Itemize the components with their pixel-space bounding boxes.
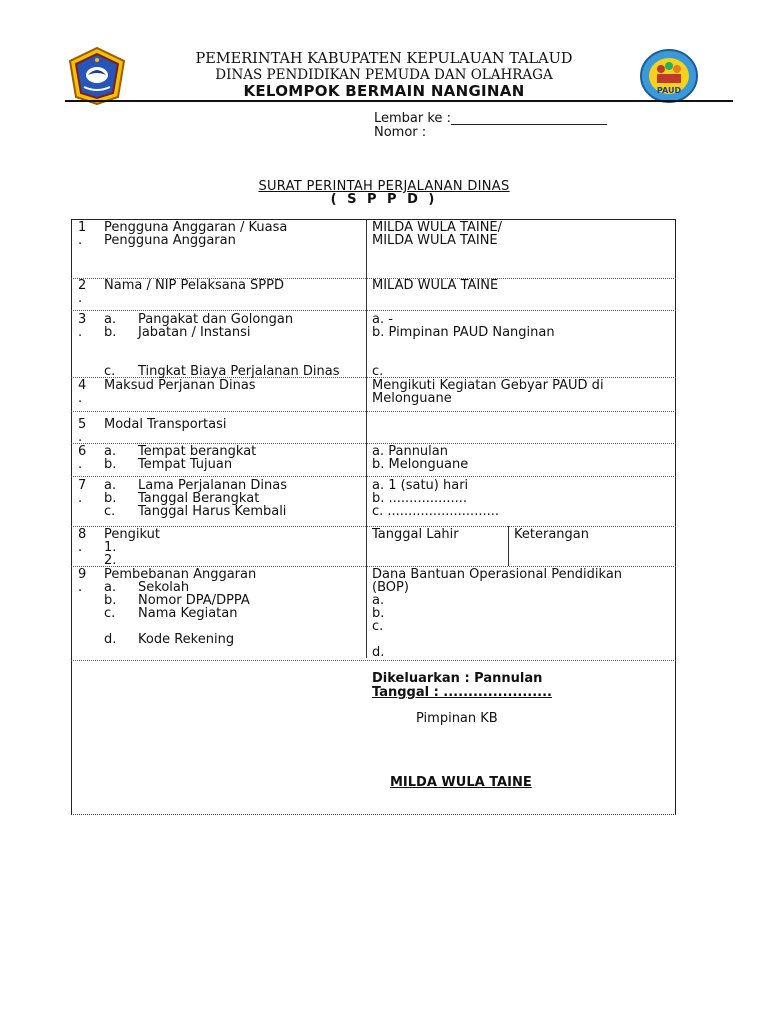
row6b-label: Tempat Tujuan [138,457,233,472]
row9b-value: b. [372,606,385,621]
svg-text:PAUD: PAUD [656,86,682,95]
row-number-dot: . [78,430,83,445]
header-government: PEMERINTAH KABUPATEN KEPULAUAN TALAUD [195,51,573,67]
tanggal-line: Tanggal : ...................... [372,685,552,700]
sub-letter: d. [104,632,117,647]
header-department: DINAS PENDIDIKAN PEMUDA DAN OLAHRAGA [215,67,553,83]
row-number-dot: . [78,391,83,406]
sub-letter: c. [104,606,116,621]
sub-letter: c. [104,504,116,519]
row9c-value: c. [372,619,384,634]
sub-letter: b. [104,491,117,506]
row9b-label: Nomor DPA/DPPA [138,593,250,608]
row1-label-line2: Pengguna Anggaran [104,233,236,248]
pengikut-keterangan-header: Keterangan [514,527,589,542]
row9-value-line2: (BOP) [372,580,409,595]
row4-value-line2: Melonguane [372,391,452,406]
row-number: 5 [78,417,87,432]
sub-letter: b. [104,457,117,472]
pengikut-divider [508,526,509,566]
row4-label: Maksud Perjanan Dinas [104,378,256,393]
sub-letter: b. [104,325,117,340]
row9a-value: a. [372,593,385,608]
row6a-value: a. Pannulan [372,444,448,459]
row7c-label: Tanggal Harus Kembali [138,504,287,519]
header-school: KELOMPOK BERMAIN NANGINAN [243,82,525,100]
sub-letter: a. [104,312,117,327]
row1-value-line2: MILDA WULA TAINE [372,233,498,248]
row-number: 1 [78,220,87,235]
row4-value-line1: Mengikuti Kegiatan Gebyar PAUD di [372,378,604,393]
row-number-dot: . [78,491,83,506]
row7a-value: a. 1 (satu) hari [372,478,469,493]
document-title: SURAT PERINTAH PERJALANAN DINAS [258,179,510,194]
row9d-value: d. [372,645,385,660]
row-number: 3 [78,312,87,327]
row9d-label: Kode Rekening [138,632,235,647]
row7a-label: Lama Perjalanan Dinas [138,478,288,493]
row-number-dot: . [78,233,83,248]
row-number-dot: . [78,580,83,595]
nomor-label: Nomor : [374,125,427,140]
row2-value: MILAD WULA TAINE [372,278,499,293]
row-separator [71,476,676,477]
pengikut-tanggal-header: Tanggal Lahir [372,527,459,542]
row3a-value: a. - [372,312,393,327]
document-subtitle: ( S P P D ) [330,192,438,207]
sub-letter: a. [104,478,117,493]
row6b-value: b. Melonguane [372,457,469,472]
row-number: 7 [78,478,87,493]
signer-name: MILDA WULA TAINE [390,775,532,790]
row3a-label: Pangakat dan Golongan [138,312,294,327]
lembar-block [374,112,607,140]
row9-value-line1: Dana Bantuan Operasional Pendidikan [372,567,623,582]
row3c-label: Tingkat Biaya Perjalanan Dinas [138,364,340,379]
row1-label-line1: Pengguna Anggaran / Kuasa [104,220,288,235]
sub-letter: a. [104,444,117,459]
row8-label: Pengikut [104,527,160,542]
row-separator [71,411,676,412]
row-separator [71,310,676,311]
row2-label: Nama / NIP Pelaksana SPPD [104,278,284,293]
row9a-label: Sekolah [138,580,190,595]
row7c-value: c. ........................... [372,504,499,519]
pimpinan-label: Pimpinan KB [416,711,498,726]
row-number: 4 [78,378,87,393]
row3b-value: b. Pimpinan PAUD Nanginan [372,325,555,340]
row7b-value: b. ................... [372,491,468,506]
row-number-dot: . [78,325,83,340]
row9c-label: Nama Kegiatan [138,606,238,621]
row-number-dot: . [78,457,83,472]
row9-label: Pembebanan Anggaran [104,567,257,582]
row-number: 8 [78,527,87,542]
row3b-label: Jabatan / Instansi [138,325,251,340]
sub-letter: c. [104,364,116,379]
dikeluarkan-line: Dikeluarkan : Pannulan [372,671,543,686]
sub-letter: b. [104,593,117,608]
row6a-label: Tempat berangkat [138,444,257,459]
pengikut-item-1: 1. [104,540,117,555]
row-number-dot: . [78,291,83,306]
row7b-label: Tanggal Berangkat [138,491,260,506]
row1-value-line1: MILDA WULA TAINE/ [372,220,503,235]
column-divider [366,219,367,658]
row-number: 2 [78,278,87,293]
pengikut-item-2: 2. [104,553,117,568]
row-number: 9 [78,567,87,582]
header-rule [65,100,733,102]
row-separator [71,660,676,661]
row-number-dot: . [78,540,83,555]
lembar-label: Lembar ke :________________________ [374,111,607,126]
sub-letter: a. [104,580,117,595]
row-number: 6 [78,444,87,459]
row3c-value: c. [372,364,384,379]
row5-label: Modal Transportasi [104,417,227,432]
